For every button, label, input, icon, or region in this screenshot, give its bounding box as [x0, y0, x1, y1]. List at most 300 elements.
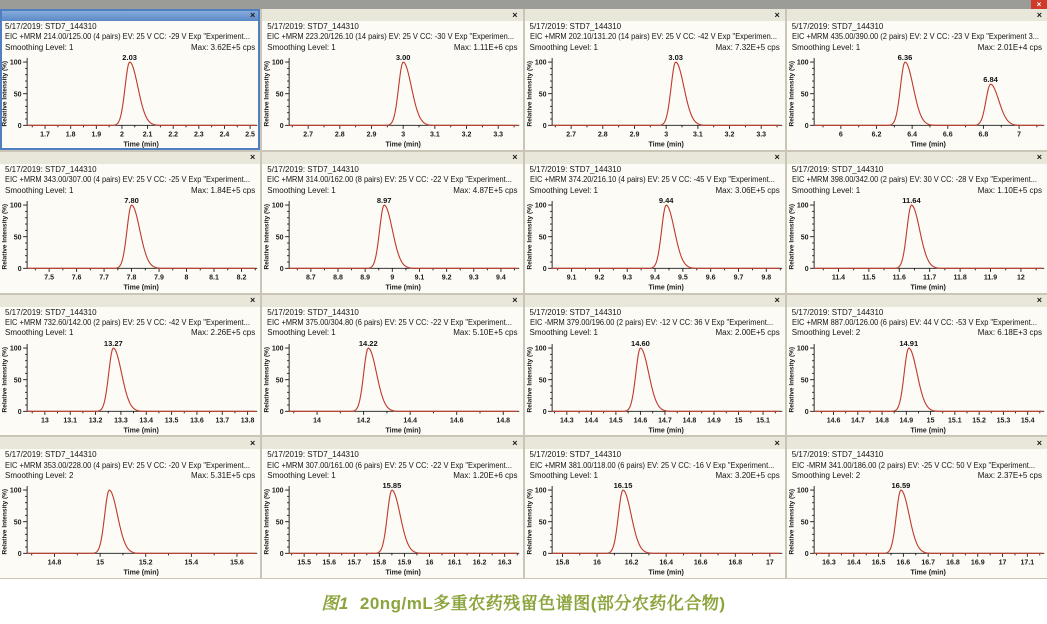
panel-titlebar	[262, 295, 522, 307]
max-intensity-label: Max: 1.10E+5 cps	[977, 185, 1042, 195]
smoothing-level-label: Smoothing Level: 1	[5, 185, 74, 195]
panel-titlebar	[0, 295, 260, 307]
window-close-button[interactable]: ×	[1031, 0, 1047, 9]
svg-text:0: 0	[804, 123, 809, 131]
eic-transition-label: EIC +MRM 223.20/126.10 (14 pairs) EV: 25 V CC: -30 V Exp "Experimen...	[267, 32, 515, 42]
svg-text:100: 100	[534, 488, 547, 496]
panel-info	[787, 449, 1047, 481]
svg-text:50: 50	[538, 519, 547, 527]
chromatogram-svg	[0, 339, 260, 436]
svg-text:9.4: 9.4	[649, 274, 660, 282]
smoothing-level-label: Smoothing Level: 1	[529, 328, 598, 338]
svg-text:16.4: 16.4	[658, 559, 673, 567]
svg-text:7.7: 7.7	[99, 274, 109, 282]
svg-text:3.2: 3.2	[461, 131, 472, 139]
svg-text:9.3: 9.3	[469, 274, 479, 282]
chromatogram-svg	[0, 196, 260, 293]
chromatogram-plot[interactable]	[262, 196, 522, 293]
svg-text:14.8: 14.8	[874, 417, 889, 425]
svg-text:50: 50	[800, 91, 809, 99]
svg-text:7.5: 7.5	[44, 274, 54, 282]
panel-titlebar	[787, 9, 1047, 21]
svg-text:9.1: 9.1	[414, 274, 425, 282]
chromatogram-panel[interactable]	[0, 152, 260, 293]
svg-text:14.8: 14.8	[496, 417, 511, 425]
figure-caption	[0, 579, 1047, 624]
svg-text:9.8: 9.8	[760, 274, 771, 282]
svg-text:Time (min): Time (min)	[910, 141, 946, 149]
svg-text:2.7: 2.7	[303, 131, 314, 139]
svg-text:3.2: 3.2	[724, 131, 734, 139]
sample-id-label: 5/17/2019: STD7_144310	[791, 164, 884, 174]
panel-close-icon[interactable]: ×	[1036, 9, 1042, 20]
svg-text:13: 13	[40, 417, 49, 425]
svg-text:0: 0	[804, 408, 809, 416]
svg-text:Relative Intensity (%): Relative Intensity (%)	[1, 61, 9, 127]
svg-text:14.22: 14.22	[359, 338, 378, 348]
svg-text:13.27: 13.27	[103, 338, 123, 348]
panel-close-icon[interactable]: ×	[774, 152, 780, 163]
svg-text:50: 50	[538, 234, 547, 242]
svg-text:Relative Intensity (%): Relative Intensity (%)	[526, 346, 534, 413]
panel-info	[787, 21, 1047, 53]
svg-text:13.3: 13.3	[114, 417, 128, 425]
svg-text:100: 100	[9, 202, 22, 210]
panel-close-icon[interactable]: ×	[774, 295, 780, 305]
svg-text:2.03: 2.03	[122, 53, 137, 63]
svg-text:15.5: 15.5	[297, 559, 312, 567]
sample-id-label: 5/17/2019: STD7_144310	[529, 450, 622, 460]
svg-text:15.4: 15.4	[184, 559, 199, 567]
svg-text:0: 0	[542, 265, 547, 273]
svg-text:100: 100	[796, 345, 809, 353]
max-intensity-label: Max: 2.00E+5 cps	[715, 328, 780, 338]
chromatogram-panel[interactable]	[787, 295, 1047, 436]
svg-text:14.3: 14.3	[559, 417, 574, 425]
panel-titlebar	[525, 9, 785, 21]
svg-text:15.1: 15.1	[947, 417, 962, 425]
window-titlebar	[0, 0, 1047, 9]
chromatogram-plot[interactable]	[787, 196, 1047, 293]
svg-text:6.8: 6.8	[978, 131, 989, 139]
svg-text:16.2: 16.2	[473, 559, 487, 567]
panel-info	[525, 21, 785, 53]
svg-text:9.1: 9.1	[566, 274, 576, 282]
panel-close-icon[interactable]: ×	[1036, 437, 1042, 448]
caption-text: 20ng/mL多重农药残留色谱图(部分农药化合物)	[359, 594, 726, 613]
svg-text:0: 0	[804, 265, 809, 273]
svg-text:0: 0	[542, 408, 547, 416]
svg-text:Time (min): Time (min)	[123, 427, 159, 435]
svg-text:15.3: 15.3	[996, 417, 1010, 425]
max-intensity-label: Max: 1.20E+6 cps	[453, 471, 518, 481]
sample-id-label: 5/17/2019: STD7_144310	[791, 450, 884, 460]
panel-close-icon[interactable]: ×	[249, 437, 256, 448]
svg-text:13.2: 13.2	[88, 417, 103, 425]
panel-close-icon[interactable]: ×	[512, 152, 518, 163]
max-intensity-label: Max: 5.31E+5 cps	[190, 471, 256, 481]
svg-text:16.4: 16.4	[846, 559, 861, 567]
svg-text:50: 50	[800, 234, 809, 242]
svg-text:Relative Intensity (%): Relative Intensity (%)	[1, 489, 9, 555]
svg-text:14.6: 14.6	[826, 417, 841, 425]
svg-text:1.8: 1.8	[65, 131, 76, 139]
chromatogram-plot[interactable]	[525, 339, 785, 436]
svg-text:Relative Intensity (%): Relative Intensity (%)	[1, 203, 9, 270]
smoothing-level-label: Smoothing Level: 2	[791, 328, 861, 338]
panel-titlebar	[262, 152, 522, 164]
svg-text:Time (min): Time (min)	[385, 427, 422, 435]
chromatogram-svg	[262, 481, 522, 578]
svg-text:7.8: 7.8	[126, 274, 137, 282]
svg-text:50: 50	[800, 519, 809, 527]
svg-text:2.8: 2.8	[597, 131, 608, 139]
svg-text:50: 50	[276, 234, 284, 242]
svg-text:14.7: 14.7	[657, 417, 672, 425]
svg-text:Relative Intensity (%): Relative Intensity (%)	[526, 489, 534, 555]
svg-text:Time (min): Time (min)	[123, 569, 159, 577]
svg-text:9.2: 9.2	[594, 274, 604, 282]
chromatogram-plot[interactable]	[525, 196, 785, 293]
chromatogram-panel[interactable]	[787, 9, 1047, 150]
svg-text:Time (min): Time (min)	[123, 284, 159, 292]
svg-text:15: 15	[96, 559, 105, 567]
svg-text:100: 100	[272, 345, 284, 353]
chromatogram-panel[interactable]	[0, 9, 260, 150]
svg-text:11.64: 11.64	[901, 195, 921, 205]
panel-close-icon[interactable]: ×	[249, 9, 256, 20]
eic-transition-label: EIC +MRM 375.00/304.80 (6 pairs) EV: 25 V CC: -22 V Exp "Experiment...	[267, 317, 513, 327]
eic-transition-label: EIC +MRM 314.00/162.00 (8 pairs) EV: 25 V CC: -22 V Exp "Experiment...	[267, 175, 513, 185]
chromatogram-panel[interactable]	[525, 437, 785, 578]
svg-text:11.7: 11.7	[922, 274, 937, 282]
svg-text:Time (min): Time (min)	[648, 427, 684, 435]
svg-text:50: 50	[13, 376, 22, 384]
svg-text:14.4: 14.4	[584, 417, 598, 425]
svg-text:3.3: 3.3	[755, 131, 766, 139]
chromatogram-panel[interactable]	[262, 295, 522, 436]
chromatogram-panel[interactable]	[262, 9, 522, 150]
svg-text:Time (min): Time (min)	[648, 569, 684, 577]
svg-text:14.8: 14.8	[47, 559, 62, 567]
panel-titlebar	[525, 295, 785, 307]
chromatogram-panel[interactable]	[262, 152, 522, 293]
svg-text:15.2: 15.2	[972, 417, 986, 425]
svg-text:0: 0	[542, 123, 547, 131]
svg-text:15: 15	[734, 417, 742, 425]
eic-transition-label: EIC +MRM 353.00/228.00 (4 pairs) EV: 25 V CC: -20 V Exp "Experiment...	[5, 460, 250, 470]
panel-info	[0, 307, 260, 339]
svg-text:11.9: 11.9	[983, 274, 997, 282]
panel-titlebar	[787, 437, 1047, 449]
panel-close-icon[interactable]: ×	[249, 152, 256, 163]
svg-text:6: 6	[838, 131, 843, 139]
svg-text:Relative Intensity (%): Relative Intensity (%)	[788, 203, 796, 270]
svg-text:Relative Intensity (%): Relative Intensity (%)	[526, 61, 534, 127]
svg-text:3.00: 3.00	[396, 53, 411, 63]
svg-text:8.1: 8.1	[209, 274, 219, 282]
panel-titlebar	[787, 295, 1047, 307]
max-intensity-label: Max: 3.20E+5 cps	[715, 471, 780, 481]
chromatogram-panel[interactable]	[525, 9, 785, 150]
caption-figure-number: 图1	[321, 594, 349, 613]
svg-text:2: 2	[120, 131, 124, 139]
svg-text:16.5: 16.5	[871, 559, 886, 567]
svg-text:2.3: 2.3	[193, 131, 204, 139]
svg-text:15.4: 15.4	[1020, 417, 1035, 425]
svg-text:8: 8	[184, 274, 189, 282]
smoothing-level-label: Smoothing Level: 1	[5, 42, 74, 52]
chromatogram-plot[interactable]	[787, 339, 1047, 436]
chromatogram-plot[interactable]	[0, 53, 260, 150]
chromatogram-svg	[0, 481, 260, 578]
svg-text:7.80: 7.80	[124, 195, 139, 205]
max-intensity-label: Max: 2.26E+5 cps	[190, 328, 256, 338]
svg-text:Time (min): Time (min)	[385, 284, 422, 292]
svg-text:13.1: 13.1	[63, 417, 78, 425]
svg-text:8.97: 8.97	[377, 195, 392, 205]
chromatogram-plot[interactable]	[525, 481, 785, 578]
svg-text:9.3: 9.3	[621, 274, 632, 282]
panel-close-icon[interactable]: ×	[512, 437, 518, 448]
smoothing-level-label: Smoothing Level: 1	[267, 328, 336, 338]
svg-text:11.5: 11.5	[861, 274, 876, 282]
smoothing-level-label: Smoothing Level: 1	[267, 185, 336, 195]
panel-close-icon[interactable]: ×	[774, 437, 780, 448]
smoothing-level-label: Smoothing Level: 1	[5, 328, 74, 338]
chromatogram-panel[interactable]	[525, 295, 785, 436]
svg-text:16.15: 16.15	[613, 481, 632, 491]
svg-text:14.6: 14.6	[633, 417, 647, 425]
chromatogram-svg	[787, 53, 1047, 150]
svg-text:3.03: 3.03	[667, 53, 683, 63]
svg-text:11.4: 11.4	[831, 274, 845, 282]
svg-text:Relative Intensity (%): Relative Intensity (%)	[263, 489, 271, 555]
svg-text:0: 0	[17, 123, 22, 131]
chromatogram-panel[interactable]	[262, 437, 522, 578]
chromatogram-panel[interactable]	[0, 437, 260, 578]
panel-info	[262, 307, 522, 339]
chromatogram-plot[interactable]	[262, 53, 522, 150]
svg-text:0: 0	[17, 408, 22, 416]
panel-info	[525, 449, 785, 481]
svg-text:100: 100	[9, 59, 22, 67]
svg-text:7.9: 7.9	[154, 274, 164, 282]
svg-text:Time (min): Time (min)	[910, 569, 946, 577]
svg-text:0: 0	[279, 123, 284, 131]
svg-text:100: 100	[272, 202, 284, 210]
panel-close-icon[interactable]: ×	[249, 295, 256, 305]
chromatogram-svg	[262, 339, 522, 436]
svg-text:7.6: 7.6	[71, 274, 82, 282]
svg-text:13.5: 13.5	[164, 417, 179, 425]
svg-text:15.9: 15.9	[397, 559, 412, 567]
svg-text:9: 9	[390, 274, 395, 282]
svg-text:2.5: 2.5	[245, 131, 255, 139]
svg-text:Relative Intensity (%): Relative Intensity (%)	[788, 61, 796, 127]
smoothing-level-label: Smoothing Level: 1	[791, 42, 861, 52]
svg-text:15.8: 15.8	[555, 559, 569, 567]
svg-text:14.7: 14.7	[850, 417, 865, 425]
panel-close-icon[interactable]: ×	[1036, 295, 1042, 305]
panel-info	[0, 21, 260, 53]
eic-transition-label: EIC -MRM 379.00/196.00 (2 pairs) EV: -12 V CC: 36 V Exp "Experiment...	[529, 317, 773, 327]
sample-id-label: 5/17/2019: STD7_144310	[267, 22, 359, 31]
eic-transition-label: EIC +MRM 398.00/342.00 (2 pairs) EV: 30 V CC: -28 V Exp "Experiment...	[791, 175, 1037, 185]
panel-close-icon[interactable]: ×	[512, 295, 518, 305]
svg-text:Time (min): Time (min)	[648, 284, 684, 292]
chromatogram-plot[interactable]	[0, 196, 260, 293]
panel-close-icon[interactable]: ×	[774, 9, 780, 20]
svg-text:8.2: 8.2	[236, 274, 247, 282]
svg-text:16.3: 16.3	[821, 559, 836, 567]
chromatogram-svg	[262, 53, 522, 150]
panel-info	[787, 164, 1047, 196]
svg-text:100: 100	[9, 345, 22, 353]
max-intensity-label: Max: 1.84E+5 cps	[190, 185, 256, 195]
svg-text:16.8: 16.8	[945, 559, 960, 567]
svg-text:9.4: 9.4	[496, 274, 507, 282]
max-intensity-label: Max: 3.06E+5 cps	[715, 185, 780, 195]
chromatogram-panel[interactable]	[787, 152, 1047, 293]
svg-text:16.9: 16.9	[970, 559, 985, 567]
svg-text:16.7: 16.7	[921, 559, 935, 567]
smoothing-level-label: Smoothing Level: 1	[529, 42, 598, 52]
svg-text:Time (min): Time (min)	[910, 427, 946, 435]
svg-text:2.8: 2.8	[335, 131, 345, 139]
svg-text:100: 100	[272, 59, 284, 67]
svg-text:1.9: 1.9	[91, 131, 102, 139]
svg-text:8.9: 8.9	[360, 274, 371, 282]
smoothing-level-label: Smoothing Level: 1	[267, 42, 336, 52]
svg-text:50: 50	[13, 91, 22, 99]
svg-text:Relative Intensity (%): Relative Intensity (%)	[263, 61, 271, 127]
chromatogram-plot[interactable]	[262, 481, 522, 578]
sample-id-label: 5/17/2019: STD7_144310	[5, 22, 97, 31]
panel-info	[0, 164, 260, 196]
svg-text:14.4: 14.4	[403, 417, 418, 425]
svg-text:Time (min): Time (min)	[910, 284, 946, 292]
svg-text:50: 50	[538, 376, 547, 384]
smoothing-level-label: Smoothing Level: 1	[529, 471, 598, 481]
svg-text:3.1: 3.1	[430, 131, 440, 139]
svg-text:6.6: 6.6	[942, 131, 953, 139]
chromatogram-svg	[787, 339, 1047, 436]
svg-text:Relative Intensity (%): Relative Intensity (%)	[263, 346, 271, 413]
svg-text:100: 100	[534, 59, 547, 67]
smoothing-level-label: Smoothing Level: 2	[5, 471, 74, 481]
sample-id-label: 5/17/2019: STD7_144310	[5, 307, 97, 317]
chromatogram-plot[interactable]	[525, 53, 785, 150]
max-intensity-label: Max: 2.37E+5 cps	[977, 471, 1042, 481]
svg-text:16.8: 16.8	[727, 559, 742, 567]
svg-text:14: 14	[313, 417, 322, 425]
svg-text:15.6: 15.6	[322, 559, 337, 567]
svg-text:0: 0	[279, 551, 284, 559]
chromatogram-panel[interactable]	[787, 437, 1047, 578]
sample-id-label: 5/17/2019: STD7_144310	[267, 307, 359, 317]
svg-text:100: 100	[9, 488, 22, 496]
max-intensity-label: Max: 5.10E+5 cps	[453, 328, 518, 338]
panel-close-icon[interactable]: ×	[1036, 152, 1042, 163]
svg-text:Relative Intensity (%): Relative Intensity (%)	[263, 203, 271, 270]
panel-titlebar	[262, 437, 522, 449]
max-intensity-label: Max: 6.18E+3 cps	[977, 328, 1042, 338]
svg-text:100: 100	[534, 202, 547, 210]
chromatogram-plot[interactable]	[787, 481, 1047, 578]
svg-text:14.60: 14.60	[630, 338, 650, 348]
chromatogram-plot[interactable]	[0, 339, 260, 436]
svg-text:16.6: 16.6	[693, 559, 708, 567]
svg-text:17.1: 17.1	[1020, 559, 1034, 567]
chromatogram-svg	[525, 339, 785, 436]
smoothing-level-label: Smoothing Level: 1	[529, 185, 598, 195]
svg-text:15.8: 15.8	[372, 559, 387, 567]
eic-transition-label: EIC -MRM 341.00/186.00 (2 pairs) EV: -25 V CC: 50 V Exp "Experiment...	[791, 460, 1035, 470]
svg-text:14.6: 14.6	[450, 417, 464, 425]
svg-text:3.3: 3.3	[493, 131, 504, 139]
svg-text:100: 100	[796, 202, 809, 210]
svg-text:13.7: 13.7	[215, 417, 230, 425]
svg-text:Time (min): Time (min)	[385, 141, 422, 149]
eic-transition-label: EIC +MRM 374.20/216.10 (4 pairs) EV: 25 V CC: -45 V Exp "Experiment...	[529, 175, 775, 185]
chromatogram-plot[interactable]	[262, 339, 522, 436]
max-intensity-label: Max: 7.32E+5 cps	[715, 42, 780, 52]
max-intensity-label: Max: 3.62E+5 cps	[190, 42, 256, 52]
eic-transition-label: EIC +MRM 343.00/307.00 (4 pairs) EV: 25 V CC: -25 V Exp "Experiment...	[5, 175, 250, 185]
chromatogram-plot[interactable]	[787, 53, 1047, 150]
svg-text:15.2: 15.2	[138, 559, 153, 567]
svg-text:50: 50	[276, 376, 284, 384]
svg-text:16: 16	[425, 559, 434, 567]
svg-text:Relative Intensity (%): Relative Intensity (%)	[788, 489, 796, 555]
sample-id-label: 5/17/2019: STD7_144310	[791, 22, 884, 31]
svg-text:8.8: 8.8	[333, 274, 344, 282]
chromatogram-svg	[525, 53, 785, 150]
svg-text:7: 7	[1016, 131, 1021, 139]
svg-text:50: 50	[276, 91, 284, 99]
chromatogram-plot[interactable]	[0, 481, 260, 578]
chromatogram-grid	[0, 9, 1047, 579]
svg-text:17: 17	[765, 559, 774, 567]
max-intensity-label: Max: 4.87E+5 cps	[453, 185, 518, 195]
eic-transition-label: EIC +MRM 435.00/390.00 (2 pairs) EV: 2 V CC: -23 V Exp "Experiment 3...	[791, 32, 1039, 42]
svg-text:6.84: 6.84	[982, 75, 998, 85]
chromatogram-svg	[525, 196, 785, 293]
svg-text:6.4: 6.4	[907, 131, 917, 139]
svg-text:100: 100	[796, 488, 809, 496]
panel-close-icon[interactable]: ×	[512, 9, 518, 20]
svg-text:50: 50	[13, 234, 22, 242]
svg-text:16.2: 16.2	[624, 559, 638, 567]
panel-info	[0, 449, 260, 481]
svg-text:15.7: 15.7	[347, 559, 362, 567]
svg-text:15.85: 15.85	[382, 481, 402, 491]
svg-text:15: 15	[926, 417, 935, 425]
svg-text:9.2: 9.2	[441, 274, 452, 282]
chromatogram-panel[interactable]	[0, 295, 260, 436]
eic-transition-label: EIC +MRM 887.00/126.00 (6 pairs) EV: 44 V CC: -53 V Exp "Experiment...	[791, 317, 1037, 327]
svg-text:2.7: 2.7	[565, 131, 576, 139]
svg-text:Relative Intensity (%): Relative Intensity (%)	[526, 203, 534, 270]
svg-text:9.7: 9.7	[733, 274, 743, 282]
svg-text:0: 0	[17, 265, 22, 273]
svg-text:11.6: 11.6	[892, 274, 906, 282]
svg-text:3: 3	[663, 131, 668, 139]
chromatogram-panel[interactable]	[525, 152, 785, 293]
chromatogram-svg	[262, 196, 522, 293]
svg-text:8.7: 8.7	[306, 274, 316, 282]
